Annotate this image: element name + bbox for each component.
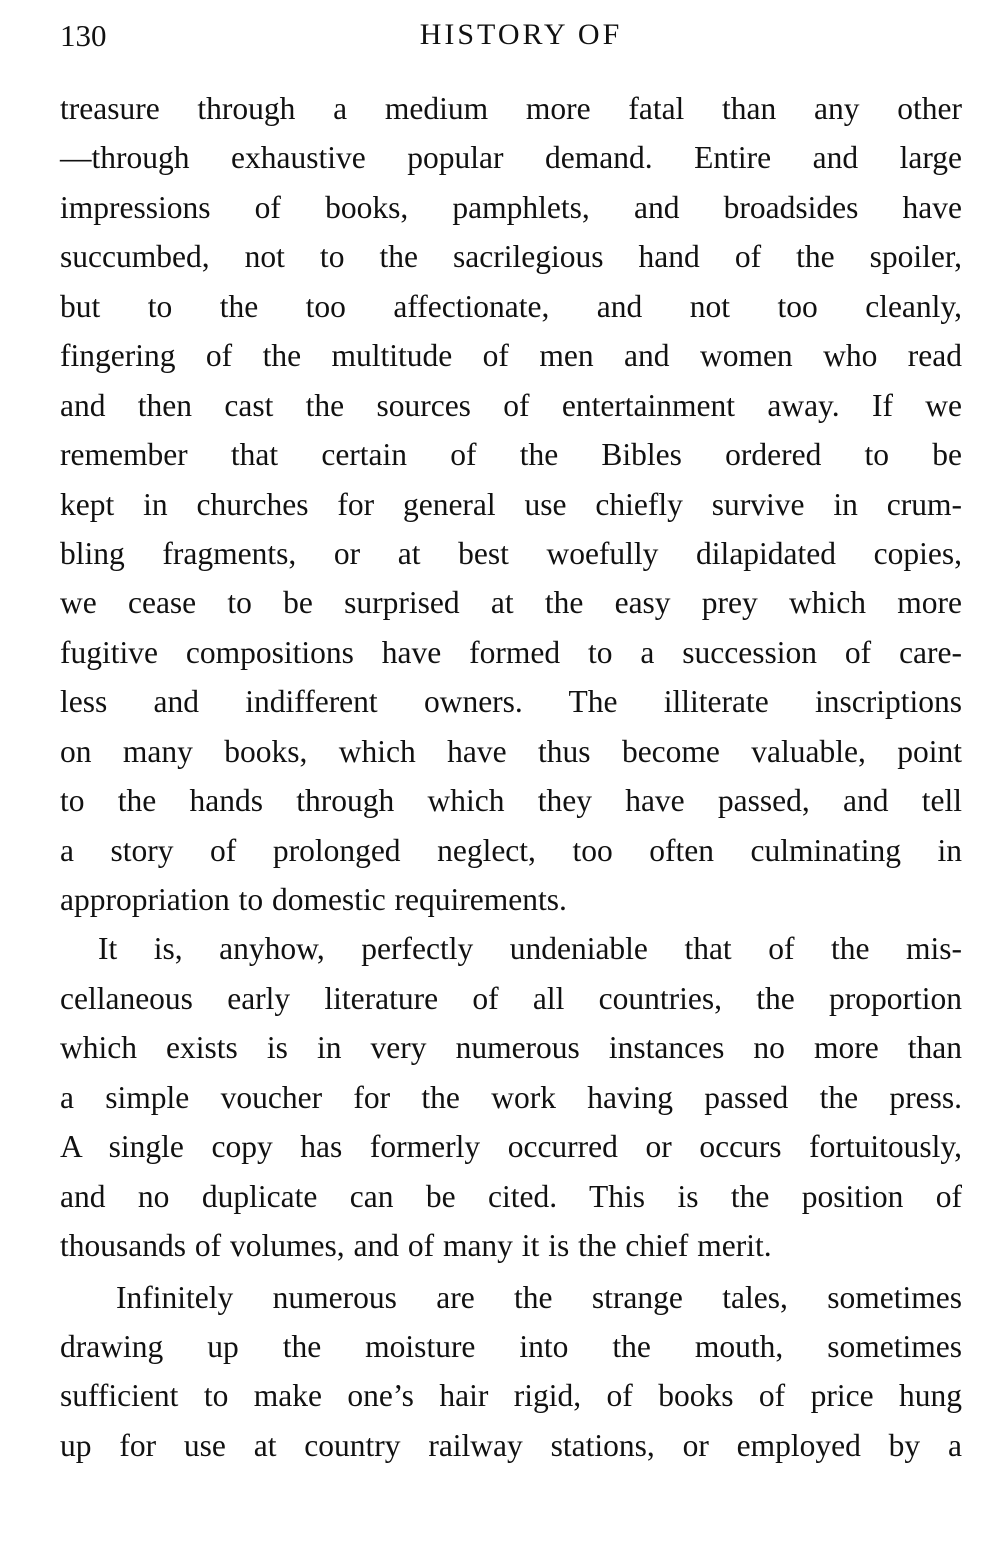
text-line: and then cast the sources of entertainment away. If we <box>60 387 962 423</box>
running-title: HISTORY OF <box>419 18 623 51</box>
page-number: 130 <box>60 18 107 53</box>
text-line: drawing up the moisture into the mouth, sometimes <box>60 1328 962 1364</box>
page-header <box>60 18 962 62</box>
paragraph <box>60 924 962 1270</box>
body-text <box>60 84 962 1470</box>
text-line: Infinitely numerous are the strange tales, sometimes <box>116 1279 962 1315</box>
text-line: a simple voucher for the work having passed the press. <box>60 1079 962 1115</box>
text-line: treasure through a medium more fatal than any other <box>60 91 962 126</box>
text-line: bling fragments, or at best woefully dilapidated copies, <box>60 535 962 571</box>
paragraph <box>60 84 962 924</box>
text-line: It is, anyhow, perfectly undeniable that of the mis- <box>98 931 962 967</box>
text-line: fugitive compositions have formed to a succession of care- <box>60 634 962 670</box>
text-line: remember that certain of the Bibles ordered to be <box>60 437 962 473</box>
text-line: less and indifferent owners. The illiterate inscriptions <box>60 684 962 720</box>
text-line: fingering of the multitude of men and women who read <box>60 338 962 374</box>
text-line: sufficient to make one’s hair rigid, of books of price hung <box>60 1378 962 1414</box>
text-line: A single copy has formerly occurred or occurs fortuitously, <box>60 1129 962 1165</box>
text-line: we cease to be surprised at the easy prey which more <box>60 585 962 621</box>
text-line: —through exhaustive popular demand. Entire and large <box>60 140 962 176</box>
text-line: succumbed, not to the sacrilegious hand of the spoiler, <box>60 239 962 275</box>
text-line: impressions of books, pamphlets, and broadsides have <box>60 189 962 225</box>
text-line: and no duplicate can be cited. This is the position of <box>60 1178 962 1214</box>
text-line: on many books, which have thus become valuable, point <box>60 733 962 769</box>
text-line: up for use at country railway stations, or employed by a <box>60 1427 962 1463</box>
text-line: thousands of volumes, and of many it is the chief merit. <box>60 1228 772 1264</box>
text-line: but to the too affectionate, and not too cleanly, <box>60 288 962 324</box>
text-line: which exists is in very numerous instances no more than <box>60 1030 962 1066</box>
text-line: a story of prolonged neglect, too often culminating in <box>60 832 962 868</box>
text-line: kept in churches for general use chiefly survive in crum- <box>60 486 962 522</box>
text-line: appropriation to domestic requirements. <box>60 882 567 917</box>
text-line: cellaneous early literature of all countries, the proportion <box>60 980 962 1016</box>
text-line: to the hands through which they have passed, and tell <box>60 783 962 819</box>
paragraph <box>60 1273 962 1471</box>
